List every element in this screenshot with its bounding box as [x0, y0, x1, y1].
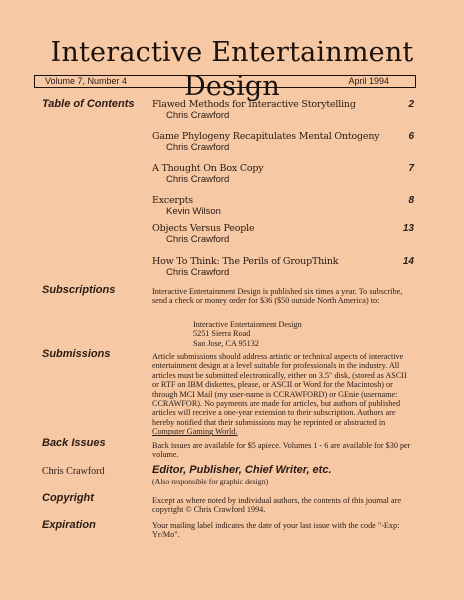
address-line: San Jose, CA 95132: [193, 338, 259, 348]
toc-entry-title: Flawed Methods for Interactive Storytelling: [152, 99, 356, 110]
submissions-label: Submissions: [42, 348, 111, 360]
toc-entry-title: A Thought On Box Copy: [152, 163, 264, 174]
copyright-text: Except as where noted by individual authors, the contents of this journal are copyright © Chris Crawford 1994.: [152, 496, 401, 515]
subscription-address: [193, 320, 302, 348]
back-issues-label: Back Issues: [42, 437, 106, 449]
issue-bar: [34, 75, 416, 88]
back-issues-text: Back issues are available for $5 apiece. Volumes 1 - 6 are available for $30 per volume.: [152, 441, 411, 460]
toc-entry-title: How To Think: The Perils of GroupThink: [152, 256, 339, 267]
toc-entry-title: Game Phylogeny Recapitulates Mental Ontogeny: [152, 131, 380, 142]
toc-entry-author: Chris Crawford: [166, 267, 230, 278]
address-line: Interactive Entertainment Design: [193, 320, 302, 329]
staff-role-note: (Also responsible for graphic design): [152, 477, 269, 486]
toc-entry-page: 8: [408, 195, 414, 206]
toc-entry[interactable]: [152, 131, 414, 157]
toc-entry[interactable]: [152, 256, 414, 282]
toc-entry-page: 13: [402, 223, 414, 234]
subscriptions-text: Interactive Entertainment Design is published six times a year. To subscribe, send a check or money order for $36 ($50 outside North America) to:: [152, 287, 403, 306]
issue-date: April 1994: [348, 76, 389, 86]
toc-entry-title: Objects Versus People: [152, 223, 255, 234]
expiration-label: Expiration: [42, 519, 96, 531]
toc-entry-author: Chris Crawford: [166, 234, 230, 245]
toc-entry[interactable]: [152, 163, 414, 189]
toc-entry[interactable]: [152, 99, 414, 125]
issue-volume: Volume 7, Number 4: [45, 76, 128, 86]
address-line: 5251 Sierra Road: [193, 329, 251, 339]
subscriptions-label: Subscriptions: [42, 284, 116, 296]
toc-entry-author: Chris Crawford: [166, 142, 230, 153]
toc-entry-author: Kevin Wilson: [166, 206, 221, 217]
computer-gaming-world-link[interactable]: Computer Gaming World.: [152, 427, 238, 437]
expiration-text: Your mailing label indicates the date of your last issue with the code "-Exp: Yr/Mo".: [152, 521, 400, 540]
toc-entry-page: 6: [408, 131, 414, 142]
toc-label: Table of Contents: [42, 98, 135, 110]
submissions-text: [152, 352, 414, 437]
toc-entry[interactable]: [152, 223, 414, 249]
toc-entry[interactable]: [152, 195, 414, 221]
toc-entry-page: 2: [408, 99, 414, 110]
copyright-label: Copyright: [42, 492, 94, 504]
staff-role: Editor, Publisher, Chief Writer, etc.: [152, 464, 332, 476]
toc-entry-page: 14: [402, 256, 414, 267]
submissions-body: Article submissions should address artistic or technical aspects of interactive entertainment design at a level suitable for professionals in the industry. All articles must be submitted electronically, either on 3.5" disk, (stored as ASCII or RTF on IBM diskettes, please, or ASCII or Word for the Macintosh) or through MCI Mail (my user-name is CCRAWFORD) or GEnie (username: CCRAWFOR). No payments are made for articles, but authors of published articles will receive a one-year extension to their subscription. Authors are hereby notified that their submissions may be reprinted or abstracted in: [152, 352, 407, 427]
toc-entry-author: Chris Crawford: [166, 174, 230, 185]
masthead-title: Interactive Entertainment Design: [50, 37, 414, 102]
toc-entry-page: 7: [408, 163, 414, 174]
staff-name: Chris Crawford: [42, 466, 105, 477]
toc-entry-title: Excerpts: [152, 195, 193, 206]
toc-entry-author: Chris Crawford: [166, 110, 230, 121]
